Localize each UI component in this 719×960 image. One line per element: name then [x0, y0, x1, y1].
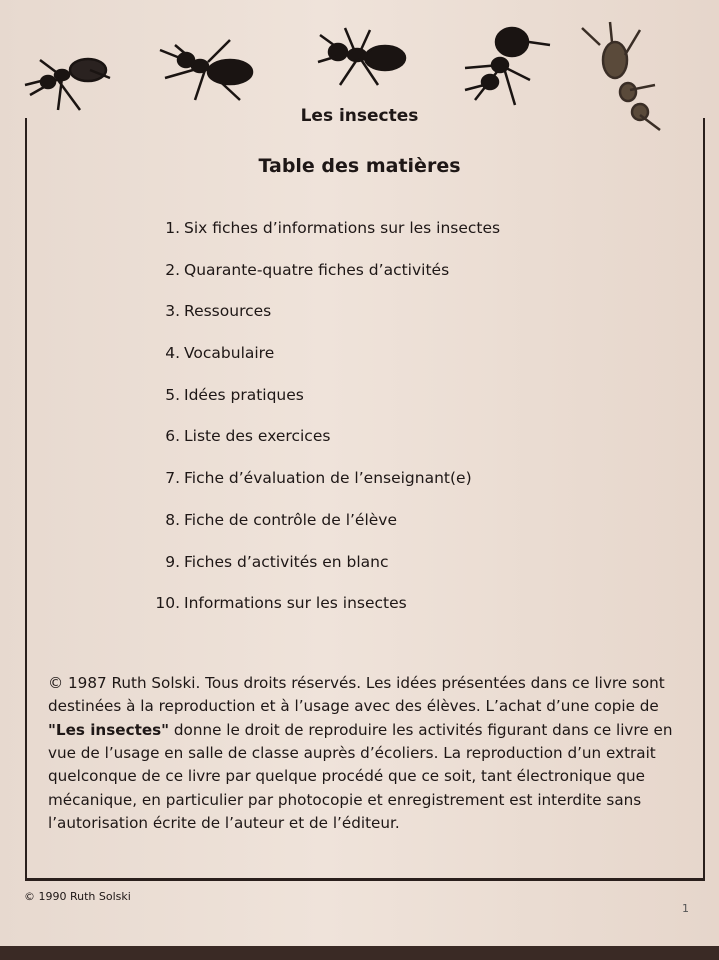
ant-icon [318, 28, 405, 85]
footer-copyright: © 1990 Ruth Solski [24, 890, 131, 903]
toc-item: 3. Ressources [140, 302, 500, 344]
toc-item: 5. Idées pratiques [140, 386, 500, 428]
toc-item-label: Informations sur les insectes [184, 594, 407, 613]
page-title: Les insectes [300, 106, 419, 126]
toc-item-label: Liste des exercices [184, 427, 331, 446]
toc-item-label: Ressources [184, 302, 272, 321]
toc-item: 1. Six fiches d’informations sur les insectes [140, 219, 500, 261]
toc-item-label: Fiches d’activités en blanc [184, 552, 389, 571]
toc-item-label: Fiche d’évaluation de l’enseignant(e) [184, 469, 472, 488]
toc-item-label: Six fiches d’informations sur les insectes [184, 219, 501, 237]
ant-icon [160, 40, 252, 100]
toc-item: 7. Fiche d’évaluation de l’enseignant(e) [140, 469, 500, 511]
table-of-contents [140, 219, 500, 636]
page-number: 1 [682, 902, 689, 915]
toc-item-label: Vocabulaire [184, 344, 275, 363]
toc-heading: Table des matières [258, 155, 461, 177]
ant-icon [465, 28, 550, 105]
toc-item: 9. Fiches d’activités en blanc [140, 553, 500, 595]
toc-item: 6. Liste des exercices [140, 427, 500, 469]
page-edge [0, 946, 719, 960]
toc-item: 8. Fiche de contrôle de l’élève [140, 511, 500, 553]
ant-icon [25, 59, 110, 110]
toc-item: 4. Vocabulaire [140, 344, 500, 386]
copyright-notice: © 1987 Ruth Solski. Tous droits réservés. Les idées présentées dans ce livre sont destinées à la reproduction et à l’usage avec des élèves. L’achat d’une copie de "Les insectes" donne le droit de reproduire les activités figurant dans ce livre en vue de l’usage en salle de classe auprès d’écoliers. La reproduction d’un extrait quelconque de ce livre par quelque procédé que ce soit, tant électronique que mécanique, en particulier par photocopie et enregistrement est interdite sans l’autorisation écrite de l’auteur et de l’éditeur. [48, 674, 673, 832]
toc-item: 10. Informations sur les insectes [140, 594, 500, 636]
toc-item: 2. Quarante-quatre fiches d’activités [140, 261, 500, 303]
toc-item-label: Idées pratiques [184, 385, 304, 404]
toc-item-label: Fiche de contrôle de l’élève [184, 510, 398, 529]
toc-item-label: Quarante-quatre fiches d’activités [184, 260, 450, 279]
